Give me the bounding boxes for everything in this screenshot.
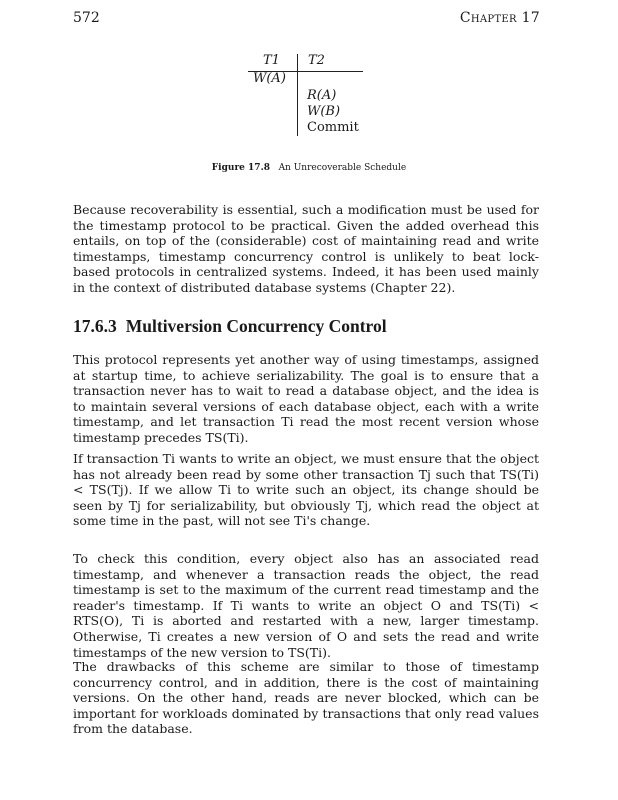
page-header: [73, 10, 540, 32]
schedule-table: [248, 52, 363, 138]
paragraph: If transaction Ti wants to write an object, we must ensure that the object has not already been read by some other transaction Tj such that TS(Ti) < TS(Tj). If we allow Ti to write such an object, its change should be seen by Tj for serializability, but obviously Tj, which read the object at some time in the past, will not see Ti's change.: [73, 451, 539, 529]
column-header-t1: T1: [263, 53, 280, 68]
figure-caption-text: An Unrecoverable Schedule: [278, 163, 407, 173]
t1-operation: W(A): [253, 71, 286, 86]
t2-operation: W(B): [307, 104, 341, 119]
paragraph: The drawbacks of this scheme are similar to those of timestamp concurrency control, and in addition, there is the cost of maintaining versions. On the other hand, reads are never blocked, which can be important for workloads dominated by transactions that only read values from the database.: [73, 659, 539, 737]
t2-operation: Commit: [307, 120, 359, 135]
paragraph: Because recoverability is essential, such a modification must be used for the timestamp protocol to be practical. Given the added overhead this entails, on top of the (considerable) cost of maintaining read and write timestamps, timestamp concurrency control is unlikely to beat lock-based protocols in centralized systems. Indeed, it has been used mainly in the context of distributed database systems (Chapter 22).: [73, 202, 539, 295]
section-title: Multiversion Concurrency Control: [125, 316, 387, 336]
t2-operation: R(A): [307, 88, 337, 103]
figure-caption: [0, 163, 618, 173]
page-number: 572: [73, 10, 100, 26]
chapter-label: Chapter 17: [459, 10, 540, 26]
column-header-t2: T2: [308, 53, 325, 68]
section-heading: [73, 316, 387, 337]
table-vertical-rule: [297, 54, 298, 136]
paragraph: This protocol represents yet another way of using timestamps, assigned at startup time, to achieve serializability. The goal is to ensure that a transaction never has to wait to read a database object, and the idea is to maintain several versions of each database object, each with a write timestamp, and let transaction Ti read the most recent version whose timestamp precedes TS(Ti).: [73, 352, 539, 445]
paragraph: To check this condition, every object also has an associated read timestamp, and whenever a transaction reads the object, the read timestamp is set to the maximum of the current read timestamp and the reader's timestamp. If Ti wants to write an object O and TS(Ti) < RTS(O), Ti is aborted and restarted with a new, larger timestamp. Otherwise, Ti creates a new version of O and sets the read and write timestamps of the new version to TS(Ti).: [73, 551, 539, 660]
figure-caption-label: Figure 17.8: [211, 163, 270, 173]
section-number: 17.6.3: [73, 316, 117, 336]
